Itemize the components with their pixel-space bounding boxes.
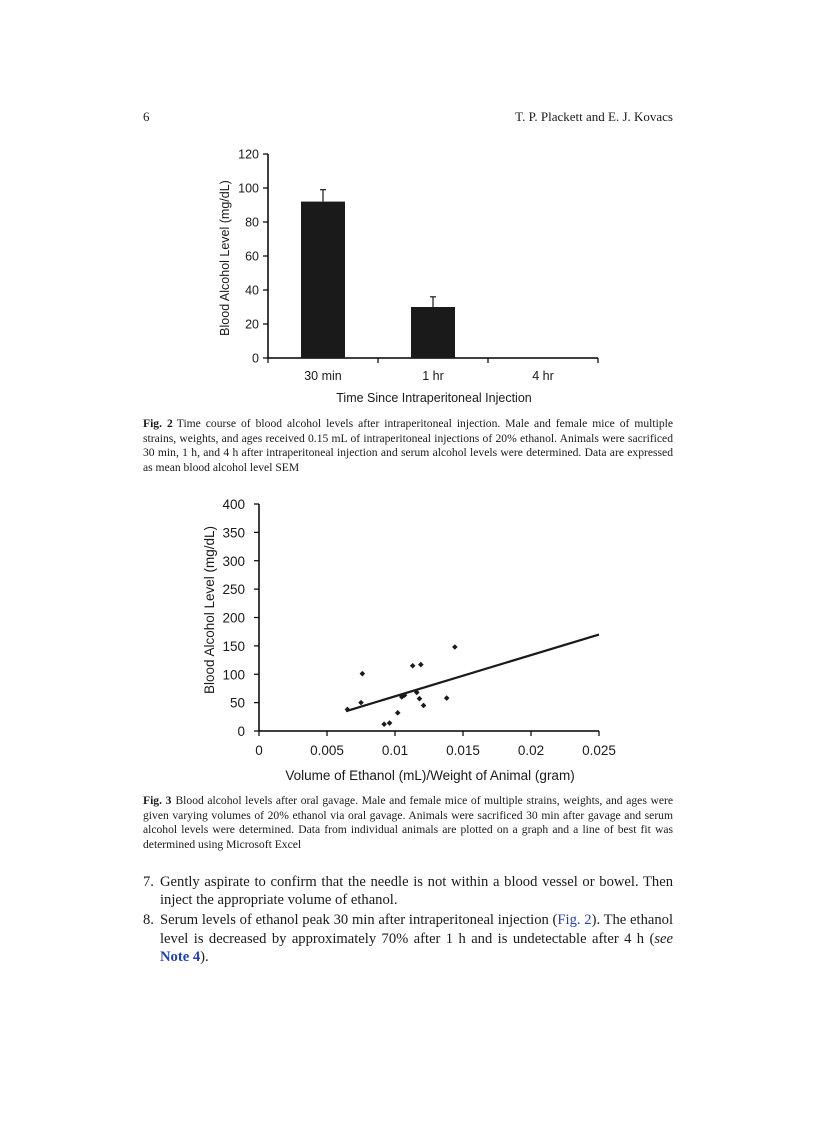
fig3-trendline [346, 635, 599, 712]
fig3-xtick-label: 0 [255, 743, 263, 758]
fig2-caption-text: Time course of blood alcohol levels after intraperitoneal injection. Male and female mice of multiple strains, weights, and ages received 0.15 mL of intraperitoneal injections of 20% ethanol. Animals were sacrificed 30 min, 1 h, and 4 h after intraperitoneal injection and serum alcohol levels were determined. Data are expressed as mean blood alcohol level SEM [143, 417, 673, 474]
fig2-xtick-label: 30 min [304, 369, 342, 383]
fig2-xtick-label: 1 hr [422, 369, 444, 383]
fig3-ylabel: Blood Alcohol Level (mg/dL) [202, 525, 217, 695]
fig2-ytick-label: 100 [238, 181, 259, 196]
fig3-data-point [444, 695, 450, 701]
step-text: Gently aspirate to confirm that the needle is not within a blood vessel or bowel. Then inject the appropriate volume of ethanol. [160, 874, 673, 909]
fig3-xtick-label: 0.01 [381, 743, 409, 758]
fig2-bar [411, 307, 455, 358]
fig3-ytick-label: 150 [222, 638, 245, 654]
fig2-label: Fig. 2 [143, 417, 173, 430]
step-text-b: ). The ethanol level is decreased by approximately 70% after 1 h and is undetectable after 4 h ( [160, 912, 673, 947]
fig3-data-point [387, 720, 393, 726]
fig3-xtick-label: 0.005 [310, 743, 344, 758]
fig2-ytick-label: 60 [245, 249, 259, 264]
running-head-authors: T. P. Plackett and E. J. Kovacs [515, 109, 673, 124]
running-head [143, 109, 673, 125]
fig2-xlabel: Time Since Intraperitoneal Injection [336, 391, 532, 405]
fig3-data-point [360, 671, 366, 677]
fig2-ytick-label: 0 [252, 351, 259, 366]
fig2-ytick-label: 80 [245, 215, 259, 230]
step-number: 7. [143, 874, 154, 890]
fig3-ytick-label: 300 [222, 553, 245, 569]
fig3-caption-text: Blood alcohol levels after oral gavage. Male and female mice of multiple strains, weights, and ages were given varying volumes of 20% ethanol via oral gavage. Animals were sacrificed 30 min after gavage and serum alcohol levels were determined. Data from individual animals are plotted on a graph and a line of best fit was determined using Microsoft Excel [143, 794, 673, 851]
procedure-steps [143, 873, 673, 968]
fig3-data-point [417, 696, 423, 702]
fig2-bar [301, 202, 345, 358]
fig2-bar-chart [190, 140, 620, 410]
fig2-ytick-label: 40 [245, 283, 259, 298]
fig3-label: Fig. 3 [143, 794, 172, 807]
fig3-xtick-label: 0.025 [582, 743, 616, 758]
step-8 [143, 911, 673, 966]
page-number: 6 [143, 109, 150, 124]
fig3-scatter-chart [190, 490, 630, 790]
fig3-data-point [452, 644, 458, 650]
fig3-caption [143, 794, 673, 852]
step-text-c: ). [200, 948, 209, 965]
fig2-ytick-label: 20 [245, 317, 259, 332]
fig3-data-point [418, 662, 424, 668]
fig3-data-point [395, 710, 401, 716]
fig3-ytick-label: 200 [222, 610, 245, 626]
fig3-ytick-label: 50 [229, 695, 245, 711]
fig3-ytick-label: 350 [222, 525, 245, 541]
see-word: see [654, 930, 673, 947]
fig3-ytick-label: 100 [222, 667, 245, 683]
fig3-xtick-label: 0.015 [446, 743, 480, 758]
fig2-ytick-label: 120 [238, 147, 259, 162]
fig2-ylabel: Blood Alcohol Level (mg/dL) [218, 180, 232, 336]
fig3-ytick-label: 0 [237, 724, 245, 739]
fig3-ytick-label: 400 [222, 497, 245, 512]
fig2-caption [143, 417, 673, 475]
fig3-data-point [381, 721, 387, 727]
note4-reference-link[interactable]: Note 4 [160, 948, 201, 965]
step-text-a: Serum levels of ethanol peak 30 min after intraperitoneal injection ( [160, 912, 558, 929]
fig3-data-point [410, 663, 416, 669]
fig3-data-point [421, 703, 427, 709]
fig3-data-point [345, 707, 351, 713]
fig3-data-point [358, 700, 364, 706]
step-7 [143, 873, 673, 909]
fig3-ytick-label: 250 [222, 582, 245, 598]
step-number: 8. [143, 912, 154, 929]
fig3-xlabel: Volume of Ethanol (mL)/Weight of Animal (gram) [285, 768, 575, 783]
fig2-xtick-label: 4 hr [532, 369, 554, 383]
fig2-reference-link[interactable]: Fig. 2 [557, 912, 592, 929]
fig3-xtick-label: 0.02 [517, 743, 545, 758]
